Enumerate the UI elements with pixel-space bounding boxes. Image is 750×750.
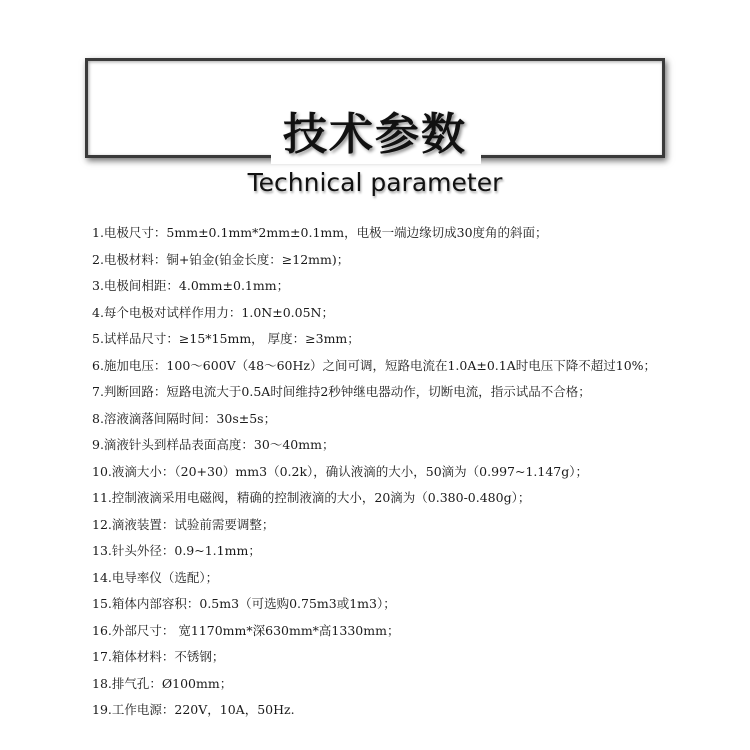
spec-item: 10.液滴大小：（20+30）mm3（0.2k），确认液滴的大小，50滴为（0.997~1.147g）；: [92, 463, 588, 479]
spec-list: [92, 220, 656, 724]
spec-item: 1.电极尺寸：5mm±0.1mm*2mm±0.1mm，电极一端边缘切成30度角的斜面；: [92, 225, 548, 240]
spec-item: 14.电导率仪（选配）；: [92, 569, 219, 585]
spec-item: 17.箱体材料：不锈钢；: [92, 649, 225, 664]
spec-item: 2.电极材料：铜+铂金(铂金长度：≥12mm)；: [92, 251, 350, 267]
spec-item: 6.施加电压：100～600V（48～60Hz）之间可调，短路电流在1.0A±0.1A时电压下降不超过10%；: [92, 357, 657, 373]
spec-item: 13.针头外径：0.9~1.1mm；: [92, 543, 261, 558]
page-title: 技术参数: [283, 109, 467, 160]
spec-item: 19.工作电源：220V，10A，50Hz.: [92, 702, 295, 717]
spec-item: 4.每个电极对试样作用力：1.0N±0.05N；: [92, 304, 334, 320]
spec-item: 3.电极间相距：4.0mm±0.1mm；: [92, 278, 290, 293]
spec-item: 12.滴液装置：试验前需要调整；: [92, 516, 275, 532]
spec-item: 16.外部尺寸： 宽1170mm*深630mm*高1330mm；: [92, 622, 400, 638]
title-frame: [85, 58, 665, 158]
spec-item: 15.箱体内部容积：0.5m3（可选购0.75m3或1m3）；: [92, 596, 396, 611]
spec-item: 8.溶液滴落间隔时间：30s±5s；: [92, 410, 277, 426]
spec-item: 11.控制液滴采用电磁阀，精确的控制液滴的大小，20滴为（0.380-0.480g）；: [92, 490, 531, 505]
spec-item: 7.判断回路：短路电流大于0.5A时间维持2秒钟继电器动作，切断电流，指示试品不合格；: [92, 384, 591, 399]
spec-item: 18.排气孔：Ø100mm；: [92, 675, 233, 691]
spec-item: 9.滴液针头到样品表面高度：30～40mm；: [92, 437, 335, 452]
spec-item: 5.试样品尺寸：≥15*15mm， 厚度：≥3mm；: [92, 331, 360, 346]
page-subtitle: Technical parameter: [247, 168, 503, 197]
